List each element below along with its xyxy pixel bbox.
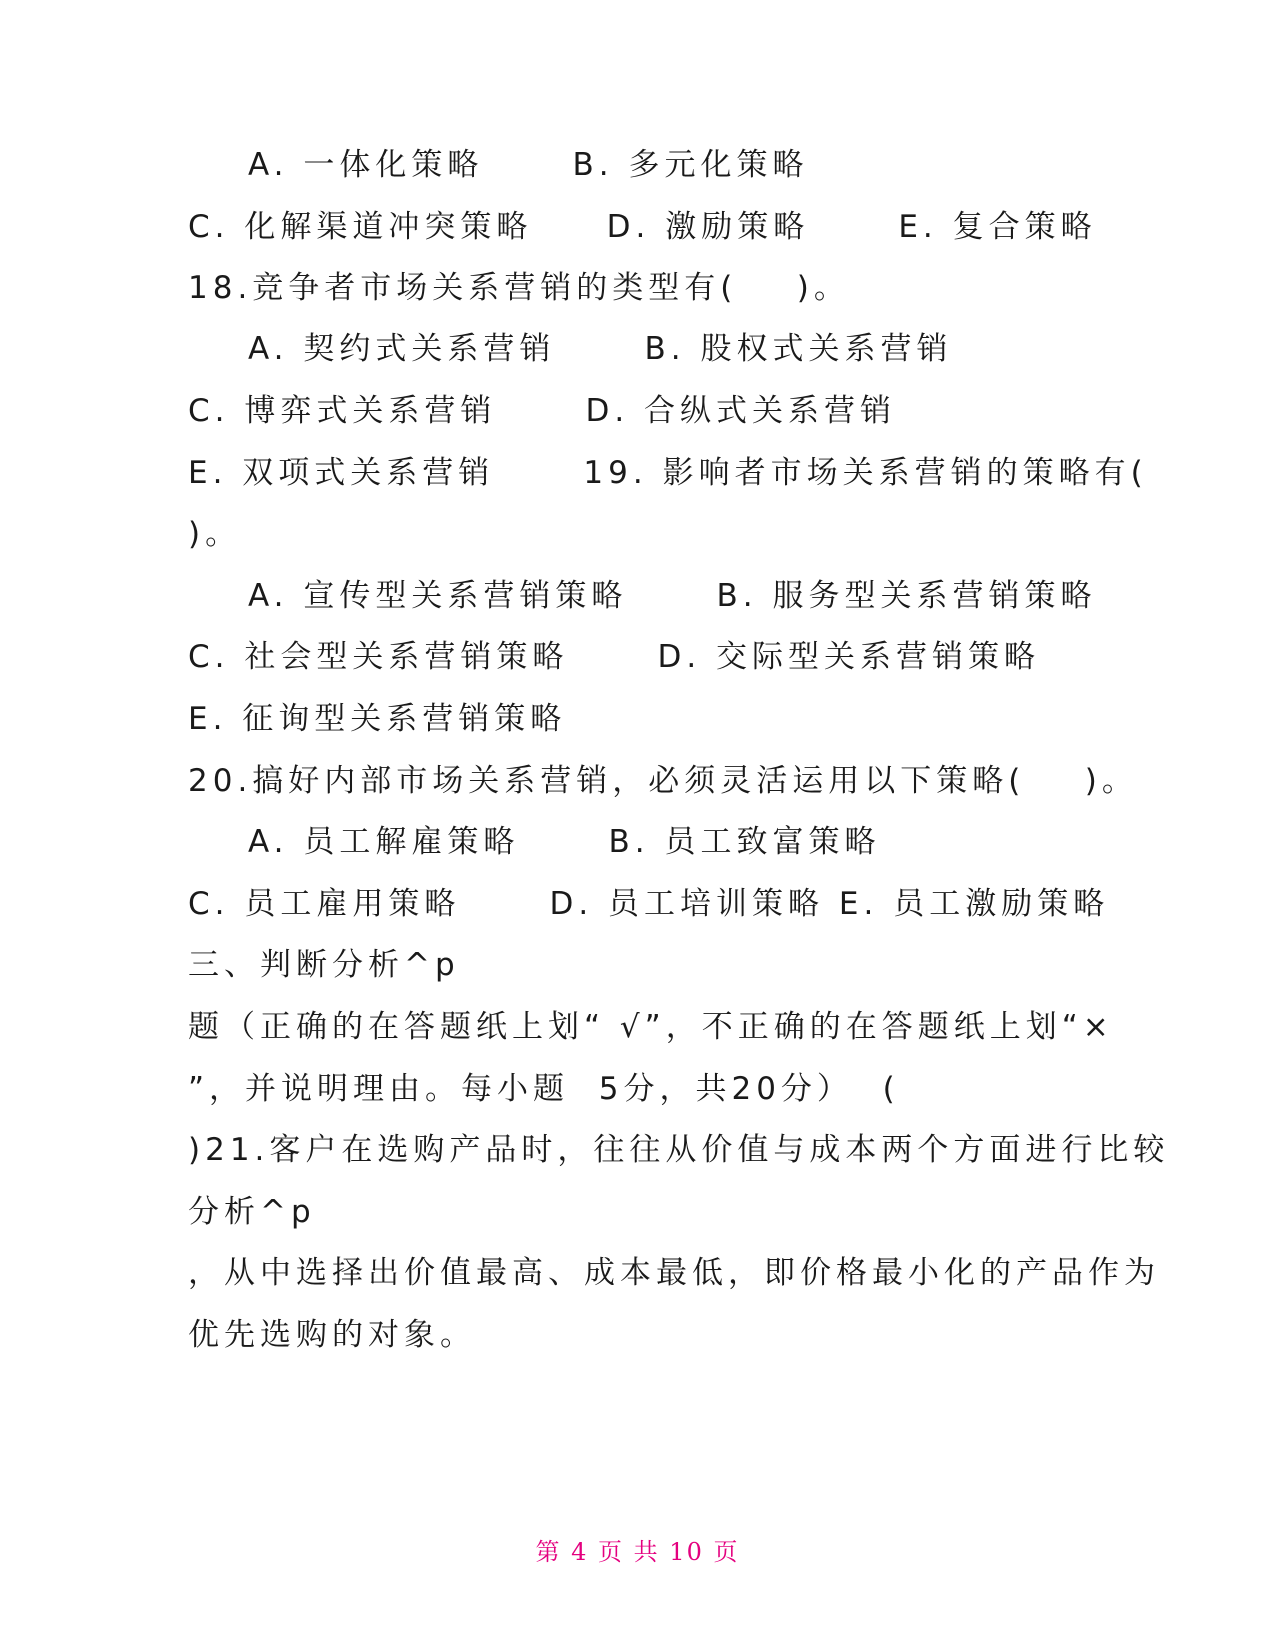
- page-footer: 第 4 页 共 10 页: [535, 1538, 740, 1566]
- option-line: A. 员工解雇策略 B. 员工致富策略: [248, 824, 881, 860]
- option-line: C. 员工雇用策略 D. 员工培训策略 E. 员工激励策略: [188, 886, 1110, 922]
- question-20: 20.搞好内部市场关系营销，必须灵活运用以下策略( )。: [188, 763, 1138, 799]
- option-line: C. 化解渠道冲突策略 D. 激励策略 E. 复合策略: [188, 209, 1097, 245]
- option-line-question-19: E. 双项式关系营销 19. 影响者市场关系营销的策略有(: [188, 455, 1148, 491]
- question-21-continued: 分析^p: [188, 1194, 316, 1230]
- option-line: C. 博弈式关系营销 D. 合纵式关系营销: [188, 393, 897, 429]
- option-line: A. 宣传型关系营销策略 B. 服务型关系营销策略: [248, 578, 1097, 614]
- question-18: 18.竞争者市场关系营销的类型有( )。: [188, 270, 850, 306]
- option-line: A. 契约式关系营销 B. 股权式关系营销: [248, 331, 953, 367]
- option-line: E. 征询型关系营销策略: [188, 701, 567, 737]
- question-21-continued: ，从中选择出价值最高、成本最低，即价格最小化的产品作为: [188, 1255, 1160, 1291]
- section-instructions-continued: ”，并说明理由。每小题 5分，共20分） (: [188, 1071, 900, 1107]
- question-19-continuation: )。: [188, 516, 242, 552]
- option-line: C. 社会型关系营销策略 D. 交际型关系营销策略: [188, 639, 1041, 675]
- section-instructions: 题（正确的在答题纸上划“ √”，不正确的在答题纸上划“×: [188, 1009, 1114, 1045]
- question-21: )21.客户在选购产品时，往往从价值与成本两个方面进行比较: [188, 1132, 1170, 1168]
- section-heading: 三、判断分析^p: [188, 947, 460, 983]
- option-line: A. 一体化策略 B. 多元化策略: [248, 147, 809, 183]
- question-21-continued: 优先选购的对象。: [188, 1317, 476, 1353]
